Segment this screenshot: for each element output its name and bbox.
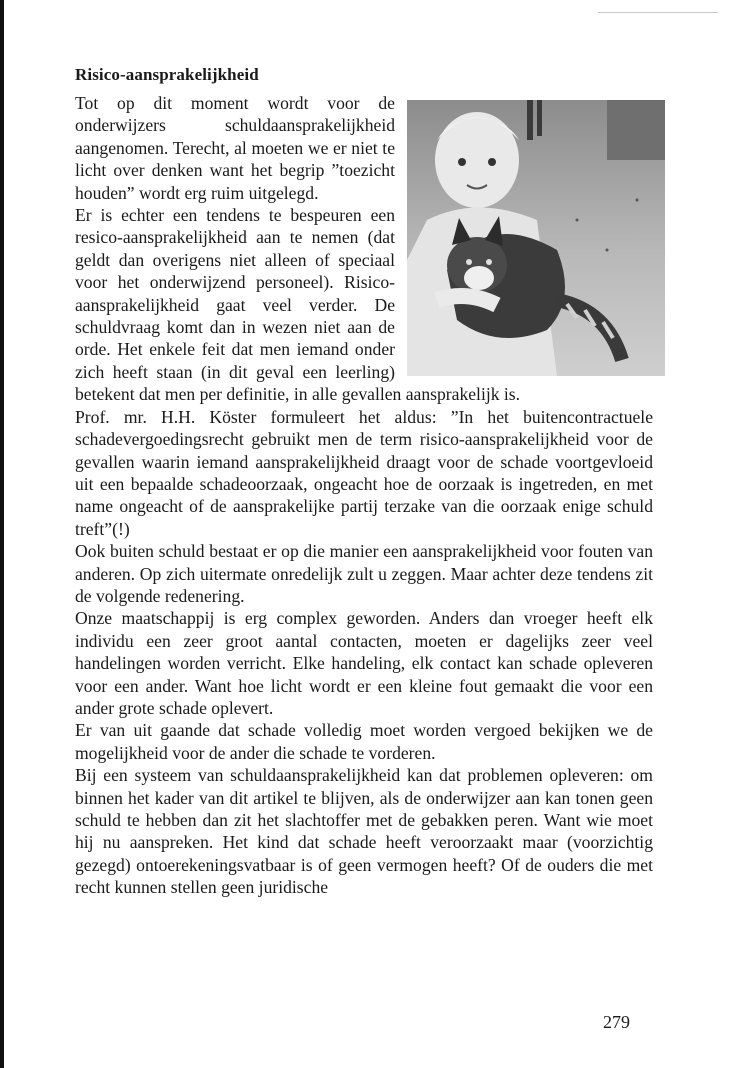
paragraph-5: Onze maatschappij is erg complex geworden. Anders dan vroeger heeft elk individu een zeer groot aantal contacten, moeten er dagelijks zeer veel handelingen worden verricht. Elke handeling, elk contact kan schade opleveren voor een ander. Want hoe licht wordt er een kleine fout gemaakt die voor een ander grote schade oplevert. (75, 608, 653, 718)
section-heading: Risico-aansprakelijkheid (75, 65, 259, 84)
paragraph-1: Tot op dit moment wordt voor de onderwijzers schuldaansprakelijkheid aangenomen. Terecht, al moeten we er niet te licht over denken want het begrip ”toezicht houden” wordt erg ruim uitgelegd. (75, 93, 395, 203)
photo-child-with-cat (407, 100, 665, 376)
paragraph-3: Prof. mr. H.H. Köster formuleert het aldus: ”In het buitencontractuele schadevergoedingsrecht gebruikt men de term risico-aansprakelijkheid voor de gevallen waarin iemand aansprakelijkheid draagt voor de schade voortgevloeid uit een bepaalde schadeoorzaak, ongeacht hoe de oorzaak is ingetreden, en met name ongeacht of de aansprakelijke partij terzake van die oorzaak enige schuld treft”(!) (75, 406, 653, 539)
paragraph-6: Er van uit gaande dat schade volledig moet worden vergoed bekijken we de mogelijkheid voor de ander die schade te vorderen. (75, 720, 653, 763)
paragraph-4: Ook buiten schuld bestaat er op die manier een aansprakelijkheid voor fouten van anderen. Op zich uitermate onredelijk zult u zeggen. Maar achter deze tendens zit de volgende redenering. (75, 541, 653, 606)
paragraph-7: Bij een systeem van schuldaansprakelijkheid kan dat problemen opleveren: om binnen het kader van dit artikel te blijven, als de onderwijzer aan kan tonen geen schuld te hebben dan zit het slachtoffer met de gebakken peren. Want wie moet hij nu aanspreken. Het kind dat schade heeft veroorzaakt maar (voorzichtig gezegd) ontoerekeningsvatbaar is of geen vermogen heeft? Of de ouders die met recht kunnen stellen geen juridische (75, 765, 653, 898)
document-page (75, 64, 653, 899)
page-edge-mark (598, 12, 718, 13)
paragraph-2: Er is echter een tendens te bespeuren een resico-aansprakelijkheid aan te nemen (dat geldt dan overigens niet alleen of speciaal voor het onderwijzend personeel). Risico-aansprakelijkheid gaat veel verder. De schuldvraag komt dan in wezen niet aan de orde. Het enkele feit dat men iemand onder zich heeft staan (in dit geval een leerling) betekent dat men per definitie, in alle gevallen aansprakelijk is. (75, 205, 521, 405)
photo-illustration (407, 100, 665, 376)
page-binding-edge (0, 0, 4, 1068)
page-number: 279 (603, 1012, 630, 1032)
